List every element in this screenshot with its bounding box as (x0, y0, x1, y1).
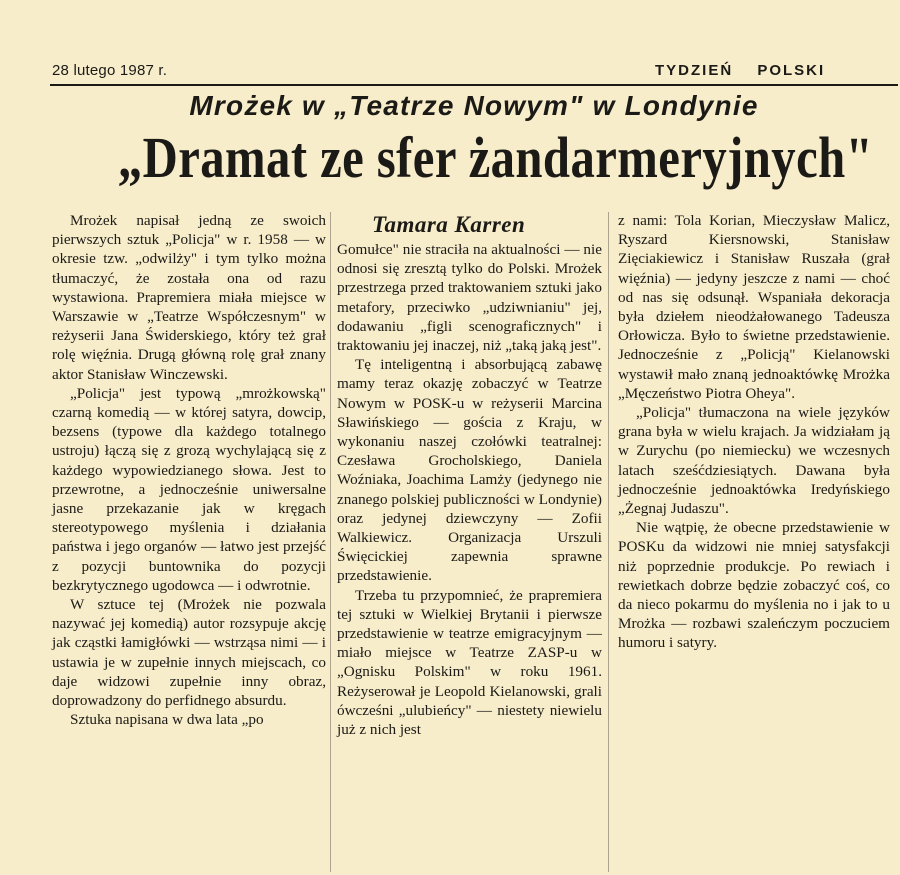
paragraph: Nie wątpię, że obecne przedstawienie w POSKu da widzowi nie mniej satysfakcji niż poprzednie produkcje. Po rewiach i rewietkach dobrze będzie zobaczyć coś, co da nieco pokarmu do myślenia no i jak to u Mrożka — rozbawi szaleńczym poczuciem humoru i satyry. (618, 519, 890, 652)
newspaper-name: TYDZIEŃ POLSKI (655, 62, 826, 79)
paragraph: Trzeba tu przypomnieć, że prapremiera tej sztuki w Wielkiej Brytanii i pierwsze przedstawienie w teatrze emigracyjnym — miało miejsce w Teatrze ZASP-u w „Ognisku Polskim" w roku 1961. Reżyserował je Leopold Kielanowski, grali ówcześni „ulubieńcy" — niestety niewielu już z nich jest (337, 586, 602, 739)
paragraph: Sztuka napisana w dwa lata „po (70, 711, 264, 729)
paragraph: „Policja" jest typową „mrożkowską" czarną komedią — w której satyra, dowcip, bezsens (typowe dla każdego totalnego ustroju) łączą się z grozą wychylającą się z każdego wypowiedzianego słowa. Jest to przewrotne, a jednocześnie uniwersalne jasne przekazanie jak w kręgach stereotypowego myślenia i działania państwa i jego organów — łatwo jest przejść z pozycji buntownika do pozycji bezkrytycznego ugodowca — i odwrotnie. (52, 384, 326, 594)
paragraph: z nami: Tola Korian, Mieczysław Malicz, Ryszard Kiersnowski, Stanisław Zięciakiewicz i Stanisław Ruszała (grał więźnia) — jedyny jeszcze z nami — choć od nas się odsunął. Wspaniała dekoracja była dziełem nieodżałowanego Tadeusza Orłowicza. Było to świetne przedstawienie. Jednocześnie z „Policją" Kielanowski wystawił mało znaną jednoaktówkę Mrożka „Męczeństwo Piotra Oheya". (618, 212, 890, 402)
article-column-1 (52, 211, 326, 729)
article-column-3 (618, 211, 890, 653)
paragraph: W sztuce tej (Mrożek nie pozwala nazywać jej komedią) autor rozsypuje akcję jak cząstki łamigłówki — wstrząsa nimi — i ustawia je w zupełnie innych miejscach, co daje widzowi zupełnie inny obraz, doprowadzony do perfidnego absurdu. (52, 596, 326, 710)
paragraph: Gomułce" nie straciła na aktualności — nie odnosi się zresztą tylko do Polski. Mrożek przestrzega przed traktowaniem sztuki jako metafory, przeciwko „udziwnianiu" jej, dodawaniu „figli scenograficznych" i traktowaniu jej inaczej, niż „taką jaką jest". (337, 241, 602, 355)
column-divider (330, 212, 331, 872)
column-divider (608, 212, 609, 872)
paragraph: Tę inteligentną i absorbującą zabawę mamy teraz okazję zobaczyć w Teatrze Nowym w POSK-u w reżyserii Marcina Sławińskiego — gościa z Kraju, w wykonaniu naszej czołówki teatralnej: Czesława Grocholskiego, Daniela Woźniaka, Joachima Lamży (jedynego nie znanego polskiej publiczności w Londynie) oraz jedynej dziewczyny — Zofii Walkiewicz. Organizacja Urszuli Święcickiej zapewnia sprawne przedstawienie. (337, 356, 602, 585)
issue-date: 28 lutego 1987 r. (52, 62, 168, 79)
article-byline: Tamara Karren (372, 212, 526, 237)
header-rule (50, 84, 898, 86)
paragraph: „Policja" tłumaczona na wiele języków grana była w wielu krajach. Ja widziałam ją w Zurychu (po niemiecku) we wczesnych latach sześćdziesiątych. Dawana była jednocześnie jednoaktówka Iredyńskiego „Żegnaj Judaszu". (618, 404, 890, 518)
article-kicker: Mrożek w „Teatrze Nowym" w Londynie (189, 90, 759, 121)
article-column-2 (337, 240, 602, 739)
paragraph: Mrożek napisał jedną ze swoich pierwszych sztuk „Policja" w r. 1958 — w okresie tzw. „odwilży" i tym tylko można tłumaczyć, że została ona od razu wystawiona. Prapremiera miała miejsce w Warszawie w „Teatrze Współczesnym" w reżyserii Jana Świderskiego, który też grał rolę więźnia. Drugą główną rolę grał znany aktor Stanisław Winczewski. (52, 212, 326, 383)
article-headline: „Dramat ze sfer żandarmeryjnych" (117, 125, 874, 190)
